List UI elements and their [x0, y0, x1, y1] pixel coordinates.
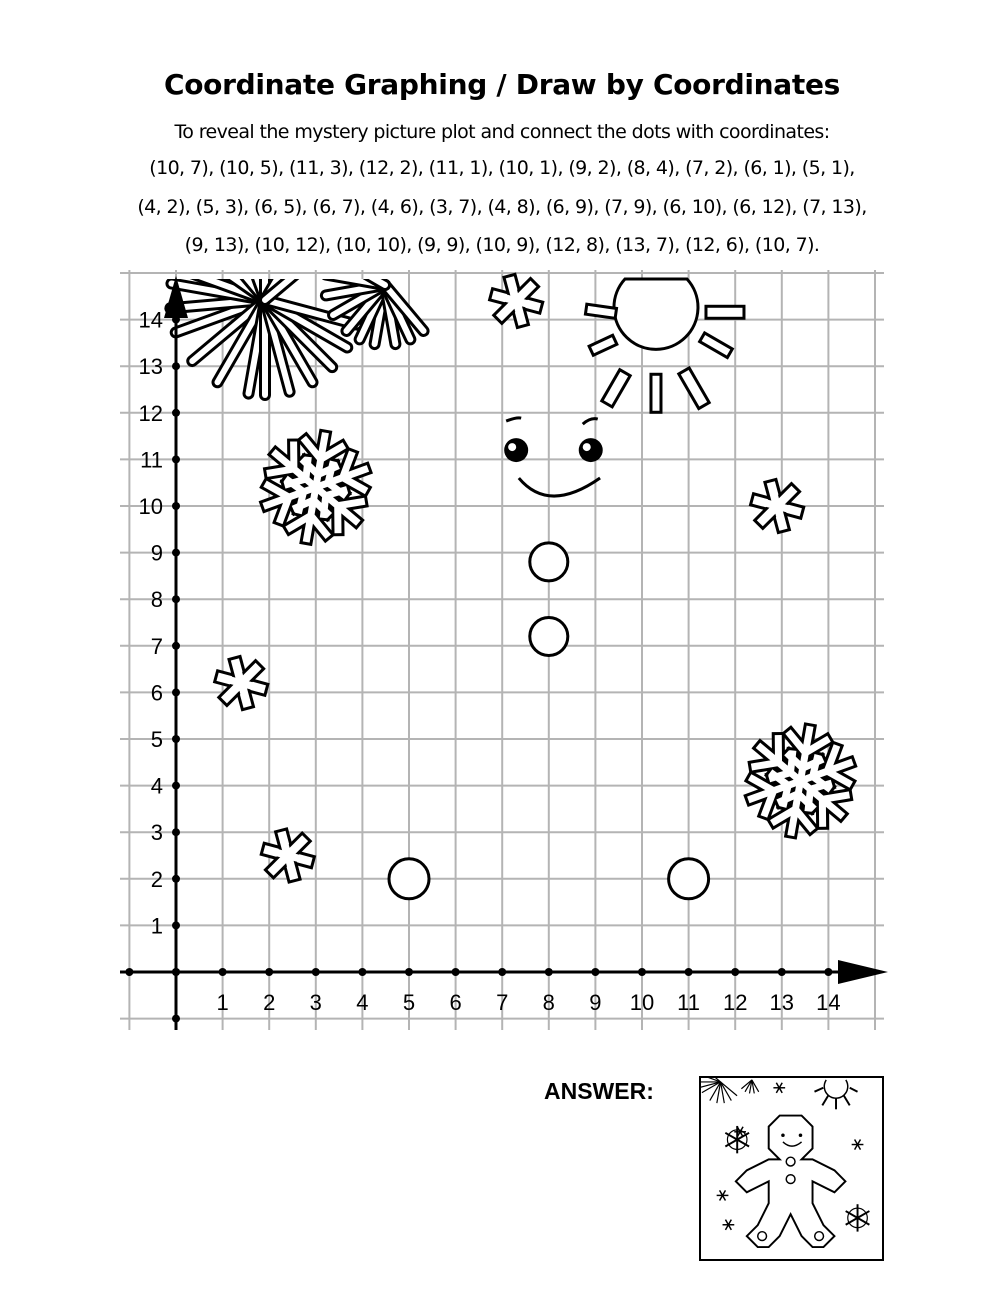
foot-circle-icon: [389, 859, 429, 899]
instruction-text: To reveal the mystery picture plot and connect the dots with coordinates:: [174, 121, 830, 143]
y-tick-label: 4: [150, 773, 163, 799]
eyebrow-icon: [506, 418, 521, 421]
x-tick-label: 6: [449, 990, 462, 1015]
y-axis-dot: [172, 409, 180, 417]
x-axis-dot: [125, 968, 133, 976]
coordinate-line-3: (9, 13), (10, 12), (10, 10), (9, 9), (10, 9), (12, 8), (13, 7), (12, 6), (10, 7).: [184, 234, 820, 256]
y-tick-label: 9: [150, 540, 163, 566]
y-axis-dot: [172, 828, 180, 836]
x-axis-dot: [219, 968, 227, 976]
y-axis-dot: [172, 735, 180, 743]
y-tick-label: 1: [150, 913, 163, 939]
small-snowflake-icon: [717, 1190, 729, 1200]
eye-icon: [504, 438, 528, 462]
x-tick-label: 12: [722, 990, 748, 1015]
y-axis-dot: [172, 502, 180, 510]
y-tick-label: 6: [150, 680, 163, 706]
y-axis-dot: [172, 642, 180, 650]
pine-branch: [701, 1078, 759, 1103]
small-snowflake-icon: [484, 270, 547, 332]
x-axis-dot: [638, 968, 646, 976]
eye-icon: [781, 1134, 785, 1138]
answer-label: ANSWER:: [544, 1078, 654, 1104]
small-snowflake-icon: [745, 475, 808, 537]
y-tick-label: 8: [150, 587, 163, 613]
eye-icon: [579, 438, 603, 462]
y-axis-dot: [172, 782, 180, 790]
answer-thumbnail: [699, 1076, 884, 1261]
sun-icon: [814, 1080, 857, 1109]
gingerbread-man-answer-image: [701, 1078, 882, 1259]
x-axis-dot: [545, 968, 553, 976]
x-tick-label: 10: [629, 990, 655, 1015]
button-circle-icon: [530, 543, 568, 581]
y-tick-label: 11: [140, 447, 163, 473]
y-axis-dot: [172, 455, 180, 463]
x-tick-label: 1: [216, 990, 229, 1015]
small-snowflake-icon: [852, 1139, 864, 1149]
x-axis-dot: [265, 968, 273, 976]
x-tick-label: 2: [263, 990, 276, 1015]
y-axis-dot: [172, 968, 180, 976]
small-snowflake-icon: [256, 824, 319, 886]
y-tick-label: 10: [138, 494, 163, 519]
y-axis-dot: [172, 875, 180, 883]
large-snowflake-icon: [846, 1204, 870, 1231]
y-axis-dot: [172, 316, 180, 324]
y-tick-label: 7: [150, 633, 163, 659]
small-snowflake-icon: [773, 1083, 785, 1093]
small-snowflake-icon: [210, 652, 273, 714]
axes: [120, 276, 888, 1030]
x-axis-dot: [731, 968, 739, 976]
x-axis-dot: [591, 968, 599, 976]
x-axis-dot: [498, 968, 506, 976]
large-snowflake-icon: [253, 427, 378, 548]
y-tick-label: 14: [138, 307, 163, 333]
button-circle-icon: [786, 1157, 795, 1166]
x-tick-label: 7: [496, 990, 509, 1015]
coordinate-line-1: (10, 7), (10, 5), (11, 3), (12, 2), (11, 1), (10, 1), (9, 2), (8, 4), (7, 2), (6, 1), (5, 1),: [149, 157, 855, 179]
button-circle-icon: [786, 1175, 795, 1184]
y-axis-dot: [172, 688, 180, 696]
y-axis-dot: [172, 1015, 180, 1023]
y-tick-label: 5: [150, 727, 163, 752]
x-tick-label: 14: [816, 990, 841, 1015]
x-tick-label: 9: [589, 990, 602, 1015]
eye-icon: [799, 1134, 803, 1138]
x-tick-label: 8: [542, 990, 555, 1015]
x-tick-label: 3: [309, 990, 322, 1015]
coordinate-line-2: (4, 2), (5, 3), (6, 5), (6, 7), (4, 6), (3, 7), (4, 8), (6, 9), (7, 9), (6, 10), (6, 12), (7, 13),: [137, 196, 867, 218]
x-axis-arrow-icon: [838, 960, 888, 984]
x-axis-dot: [405, 968, 413, 976]
smile-icon: [519, 478, 600, 496]
y-tick-label: 2: [150, 866, 163, 892]
y-axis-dot: [172, 549, 180, 557]
y-axis-dot: [172, 595, 180, 603]
small-snowflake-icon: [723, 1220, 735, 1230]
button-circle-icon: [530, 617, 568, 655]
x-tick-label: 11: [677, 990, 701, 1015]
y-axis-dot: [172, 362, 180, 370]
gingerbread-face: [504, 418, 603, 496]
x-axis-dot: [312, 968, 320, 976]
foot-circle-icon: [758, 1232, 767, 1241]
x-axis-dot: [778, 968, 786, 976]
x-tick-label: 4: [356, 990, 369, 1015]
sun-icon: [585, 279, 744, 412]
x-axis-dot: [452, 968, 460, 976]
x-axis-dot: [685, 968, 693, 976]
y-tick-label: 12: [138, 400, 163, 426]
x-axis-dot: [824, 968, 832, 976]
page-title: Coordinate Graphing / Draw by Coordinates: [163, 68, 841, 101]
y-axis-dot: [172, 921, 180, 929]
x-axis-dot: [358, 968, 366, 976]
y-tick-label: 13: [138, 354, 163, 380]
large-snowflake-icon: [725, 1126, 749, 1153]
foot-circle-icon: [815, 1232, 824, 1241]
x-tick-label: 5: [402, 990, 416, 1015]
grid-lines: [120, 270, 884, 1030]
foot-circle-icon: [669, 859, 709, 899]
y-tick-label: 3: [150, 820, 163, 846]
x-tick-label: 13: [769, 990, 795, 1015]
